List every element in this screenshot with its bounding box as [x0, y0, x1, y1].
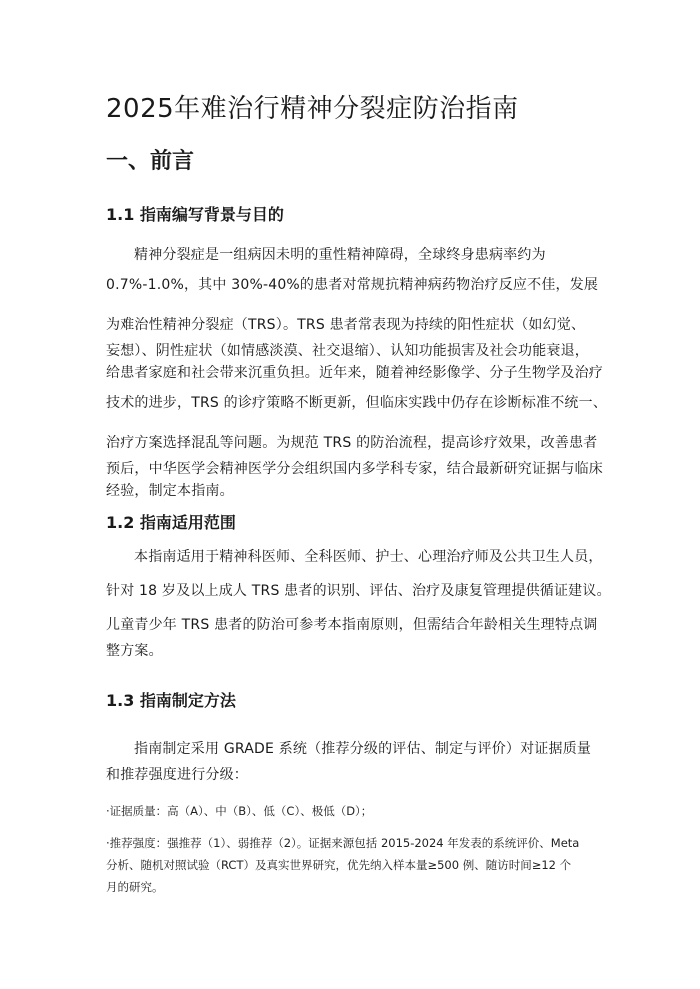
paragraph-line: 妄想）、阴性症状（如情感淡漠、社交退缩）、认知功能损害及社会功能衰退，: [106, 343, 589, 359]
recommendation-strength-item: [106, 832, 601, 898]
paragraph-line: 指南制定采用 GRADE 系统（推荐分级的评估、制定与评价）对证据质量: [134, 741, 592, 757]
paragraph-background: [106, 240, 608, 502]
paragraph-line: 0.7%-1.0%，其中 30%-40%的患者对常规抗精神病药物治疗反应不佳，发展: [106, 277, 599, 293]
subsection-heading-1-3: 1.3 指南制定方法: [106, 691, 236, 710]
section-heading-preface: 一、前言: [106, 149, 195, 174]
paragraph-line: 经验，制定本指南。: [106, 483, 234, 499]
paragraph-line: 给患者家庭和社会带来沉重负担。近年来，随着神经影像学、分子生物学及治疗: [106, 365, 603, 381]
bullet-line: ·推荐强度：强推荐（1）、弱推荐（2）。证据来源包括 2015-2024 年发表的系统评价、Meta: [106, 836, 580, 850]
bullet-line: 月的研究。: [106, 880, 164, 894]
subsection-heading-1-1: 1.1 指南编写背景与目的: [106, 205, 284, 224]
paragraph-line: 预后，中华医学会精神医学分会组织国内多学科专家，结合最新研究证据与临床: [106, 461, 603, 477]
paragraph-line: 整方案。: [106, 643, 163, 659]
paragraph-scope: [106, 542, 611, 662]
paragraph-line: 为难治性精神分裂症（TRS）。TRS 患者常表现为持续的阳性症状（如幻觉、: [106, 317, 586, 333]
bullet-line: 分析、随机对照试验（RCT）及真实世界研究，优先纳入样本量≥500 例、随访时间≥12 个: [106, 858, 572, 872]
paragraph-line: 针对 18 岁及以上成人 TRS 患者的识别、评估、治疗及康复管理提供循证建议。: [106, 583, 611, 599]
paragraph-line: 治疗方案选择混乱等问题。为规范 TRS 的防治流程，提高诊疗效果，改善患者: [106, 435, 598, 451]
bullet-line: ·证据质量：高（A）、中（B）、低（C）、极低（D）；: [106, 804, 373, 818]
paragraph-methods: [106, 734, 596, 786]
document-title: 2025年难治行精神分裂症防治指南: [106, 94, 519, 124]
subsection-heading-1-2: 1.2 指南适用范围: [106, 513, 236, 532]
paragraph-line: 精神分裂症是一组病因未明的重性精神障碍，全球终身患病率约为: [134, 247, 546, 263]
paragraph-line: 本指南适用于精神科医师、全科医师、护士、心理治疗师及公共卫生人员，: [134, 549, 603, 565]
paragraph-line: 技术的进步，TRS 的诊疗策略不断更新，但临床实践中仍存在诊断标准不统一、: [106, 395, 608, 411]
paragraph-line: 和推荐强度进行分级：: [106, 767, 248, 783]
evidence-quality-item: [106, 800, 601, 822]
paragraph-line: 儿童青少年 TRS 患者的防治可参考本指南原则，但需结合年龄相关生理特点调: [106, 617, 598, 633]
